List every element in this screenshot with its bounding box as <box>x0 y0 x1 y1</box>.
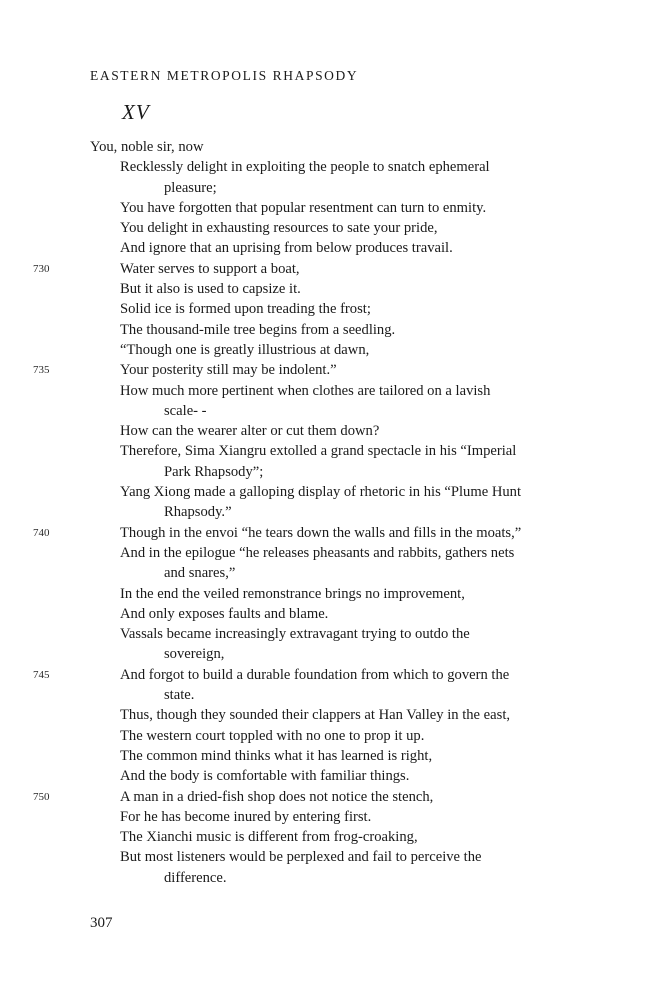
running-title: EASTERN METROPOLIS RHAPSODY <box>90 68 359 83</box>
poem-line <box>0 766 650 786</box>
poem-line <box>0 462 650 482</box>
poem-line <box>0 238 650 258</box>
page-number: 307 <box>90 915 113 931</box>
line-text: The Xianchi music is different from frog-croaking, <box>120 829 418 846</box>
line-text: Solid ice is formed upon treading the frost; <box>120 301 371 318</box>
poem-line <box>0 604 650 624</box>
poem-line <box>0 340 650 360</box>
poem-line <box>0 401 650 421</box>
line-text: Yang Xiong made a galloping display of rhetoric in his “Plume Hunt <box>120 484 522 501</box>
poem-line <box>0 705 650 725</box>
line-text: pleasure; <box>164 179 217 196</box>
poem-line <box>0 726 650 746</box>
poem-line <box>0 543 650 563</box>
poem-line <box>0 665 650 685</box>
poem-line <box>0 299 650 319</box>
poem-line <box>0 624 650 644</box>
line-text: Recklessly delight in exploiting the people to snatch ephemeral <box>120 159 490 176</box>
poem-line <box>0 502 650 522</box>
line-text: Water serves to support a boat, <box>120 260 300 277</box>
line-text: and snares,” <box>164 565 236 582</box>
line-text: How can the wearer alter or cut them down? <box>120 423 380 440</box>
poem-body <box>0 137 650 888</box>
poem-line <box>0 421 650 441</box>
line-text: The common mind thinks what it has learned is right, <box>120 747 433 764</box>
line-text: Vassals became increasingly extravagant trying to outdo the <box>120 626 470 643</box>
line-number: 750 <box>33 790 50 803</box>
line-text: Your posterity still may be indolent.” <box>120 362 337 379</box>
line-text: But most listeners would be perplexed and fail to perceive the <box>120 849 482 866</box>
poem-line <box>0 827 650 847</box>
line-text: “Though one is greatly illustrious at dawn, <box>120 341 370 358</box>
line-text: difference. <box>164 869 227 886</box>
line-text: Therefore, Sima Xiangru extolled a grand spectacle in his “Imperial <box>120 443 517 460</box>
poem-line <box>0 868 650 888</box>
poem-line <box>0 807 650 827</box>
line-text: And ignore that an uprising from below produces travail. <box>120 240 453 257</box>
poem-line <box>0 482 650 502</box>
poem-line <box>0 178 650 198</box>
poem-line <box>0 137 650 157</box>
line-text: For he has become inured by entering first. <box>120 808 372 825</box>
poem-line <box>0 847 650 867</box>
line-text: A man in a dried-fish shop does not notice the stench, <box>120 788 434 805</box>
poem-line <box>0 787 650 807</box>
poem-line <box>0 685 650 705</box>
line-number: 740 <box>33 526 50 539</box>
line-number: 730 <box>33 262 50 275</box>
section-number: XV <box>122 100 150 124</box>
poem-line <box>0 441 650 461</box>
line-text: But it also is used to capsize it. <box>120 281 301 298</box>
line-text: And forgot to build a durable foundation from which to govern the <box>120 666 510 683</box>
line-text: And in the epilogue “he releases pheasants and rabbits, gathers nets <box>120 544 515 561</box>
line-text: The thousand-mile tree begins from a seedling. <box>120 321 396 338</box>
poem-line <box>0 381 650 401</box>
line-text: The western court toppled with no one to prop it up. <box>120 727 425 744</box>
line-number: 735 <box>33 364 50 377</box>
line-text: scale- - <box>164 402 207 419</box>
line-text: Though in the envoi “he tears down the walls and fills in the moats,” <box>120 524 522 541</box>
line-text: state. <box>164 687 195 704</box>
poem-line <box>0 198 650 218</box>
poem-line <box>0 563 650 583</box>
line-text: Thus, though they sounded their clappers at Han Valley in the east, <box>120 707 511 724</box>
poem-line <box>0 644 650 664</box>
line-text: How much more pertinent when clothes are tailored on a lavish <box>120 382 491 399</box>
poem-line <box>0 259 650 279</box>
line-text: Park Rhapsody”; <box>164 463 264 480</box>
line-text: sovereign, <box>164 646 225 663</box>
poem-line <box>0 523 650 543</box>
poem-line <box>0 584 650 604</box>
poem-line <box>0 279 650 299</box>
line-text: You delight in exhausting resources to sate your pride, <box>120 220 438 237</box>
line-number: 745 <box>33 668 50 681</box>
line-text: And the body is comfortable with familiar things. <box>120 768 410 785</box>
poem-line <box>0 320 650 340</box>
poem-line <box>0 360 650 380</box>
poem-line <box>0 218 650 238</box>
line-text: In the end the veiled remonstrance brings no improvement, <box>120 585 465 602</box>
poem-line <box>0 157 650 177</box>
line-text: You have forgotten that popular resentment can turn to enmity. <box>120 199 487 216</box>
poem-line <box>0 746 650 766</box>
line-text: And only exposes faults and blame. <box>120 605 329 622</box>
line-text: Rhapsody.” <box>164 504 232 521</box>
line-text: You, noble sir, now <box>90 139 204 155</box>
